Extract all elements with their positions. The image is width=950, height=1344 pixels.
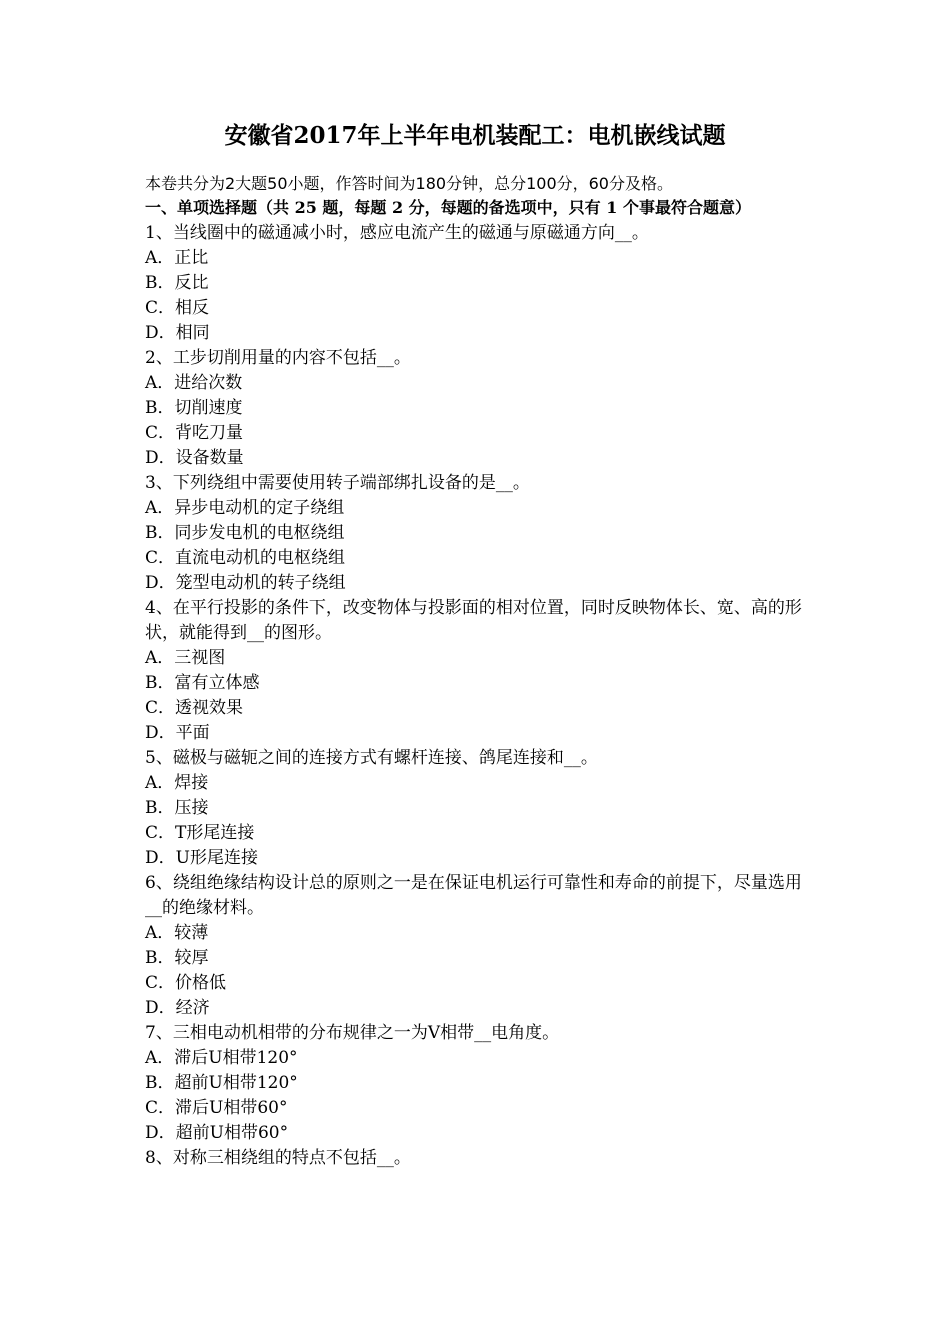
question-item <box>145 346 810 471</box>
answer-option: C．相反 <box>145 298 210 318</box>
answer-option: C．T形尾连接 <box>145 823 255 843</box>
question-stem: 7、三相电动机相带的分布规律之一为V相带__电角度。 <box>145 1023 560 1043</box>
document-body <box>145 171 810 1171</box>
answer-option: D．经济 <box>145 998 210 1018</box>
question-stem: 1、当线圈中的磁通减小时，感应电流产生的磁通与原磁通方向__。 <box>145 223 649 243</box>
question-item <box>145 1021 810 1146</box>
answer-option: C．直流电动机的电枢绕组 <box>145 548 346 568</box>
question-item <box>145 1146 810 1171</box>
answer-option: D．U形尾连接 <box>145 848 258 868</box>
answer-option: C．价格低 <box>145 973 227 993</box>
document-title: 安徽省2017年上半年电机装配工：电机嵌线试题 <box>224 122 726 149</box>
question-stem: 4、在平行投影的条件下，改变物体与投影面的相对位置，同时反映物体长、宽、高的形状，就能得到__的图形。 <box>145 598 802 643</box>
question-stem: 8、对称三相绕组的特点不包括__。 <box>145 1148 411 1168</box>
answer-option: D．相同 <box>145 323 210 343</box>
answer-option: B．较厚 <box>145 948 209 968</box>
answer-option: C．透视效果 <box>145 698 244 718</box>
answer-option: B．反比 <box>145 273 209 293</box>
answer-option: A．异步电动机的定子绕组 <box>145 498 345 518</box>
question-stem: 2、工步切削用量的内容不包括__。 <box>145 348 411 368</box>
answer-option: A．滞后U相带120° <box>145 1048 298 1068</box>
answer-option: D．笼型电动机的转子绕组 <box>145 573 346 593</box>
question-list <box>145 221 810 1171</box>
answer-option: A．三视图 <box>145 648 226 668</box>
answer-option: B．切削速度 <box>145 398 243 418</box>
answer-option: D．超前U相带60° <box>145 1123 289 1143</box>
exam-instructions: 本卷共分为2大题50小题，作答时间为180分钟，总分100分，60分及格。 <box>145 174 673 193</box>
answer-option: A．进给次数 <box>145 373 243 393</box>
answer-option: B．同步发电机的电枢绕组 <box>145 523 345 543</box>
question-item <box>145 746 810 871</box>
answer-option: B．超前U相带120° <box>145 1073 298 1093</box>
answer-option: A．正比 <box>145 248 209 268</box>
question-item <box>145 221 810 346</box>
answer-option: B．富有立体感 <box>145 673 260 693</box>
answer-option: C．背吃刀量 <box>145 423 244 443</box>
question-stem: 5、磁极与磁轭之间的连接方式有螺杆连接、鸽尾连接和__。 <box>145 748 598 768</box>
question-item <box>145 471 810 596</box>
answer-option: B．压接 <box>145 798 209 818</box>
answer-option: D．设备数量 <box>145 448 244 468</box>
answer-option: D．平面 <box>145 723 210 743</box>
question-item <box>145 871 810 1021</box>
section-heading: 一、单项选择题（共 25 题，每题 2 分，每题的备选项中，只有 1 个事最符合题意） <box>145 198 751 217</box>
question-item <box>145 596 810 746</box>
question-stem: 3、下列绕组中需要使用转子端部绑扎设备的是__。 <box>145 473 530 493</box>
answer-option: C．滞后U相带60° <box>145 1098 288 1118</box>
answer-option: A．较薄 <box>145 923 209 943</box>
question-stem: 6、绕组绝缘结构设计总的原则之一是在保证电机运行可靠性和寿命的前提下，尽量选用__的绝缘材料。 <box>145 873 802 918</box>
answer-option: A．焊接 <box>145 773 209 793</box>
